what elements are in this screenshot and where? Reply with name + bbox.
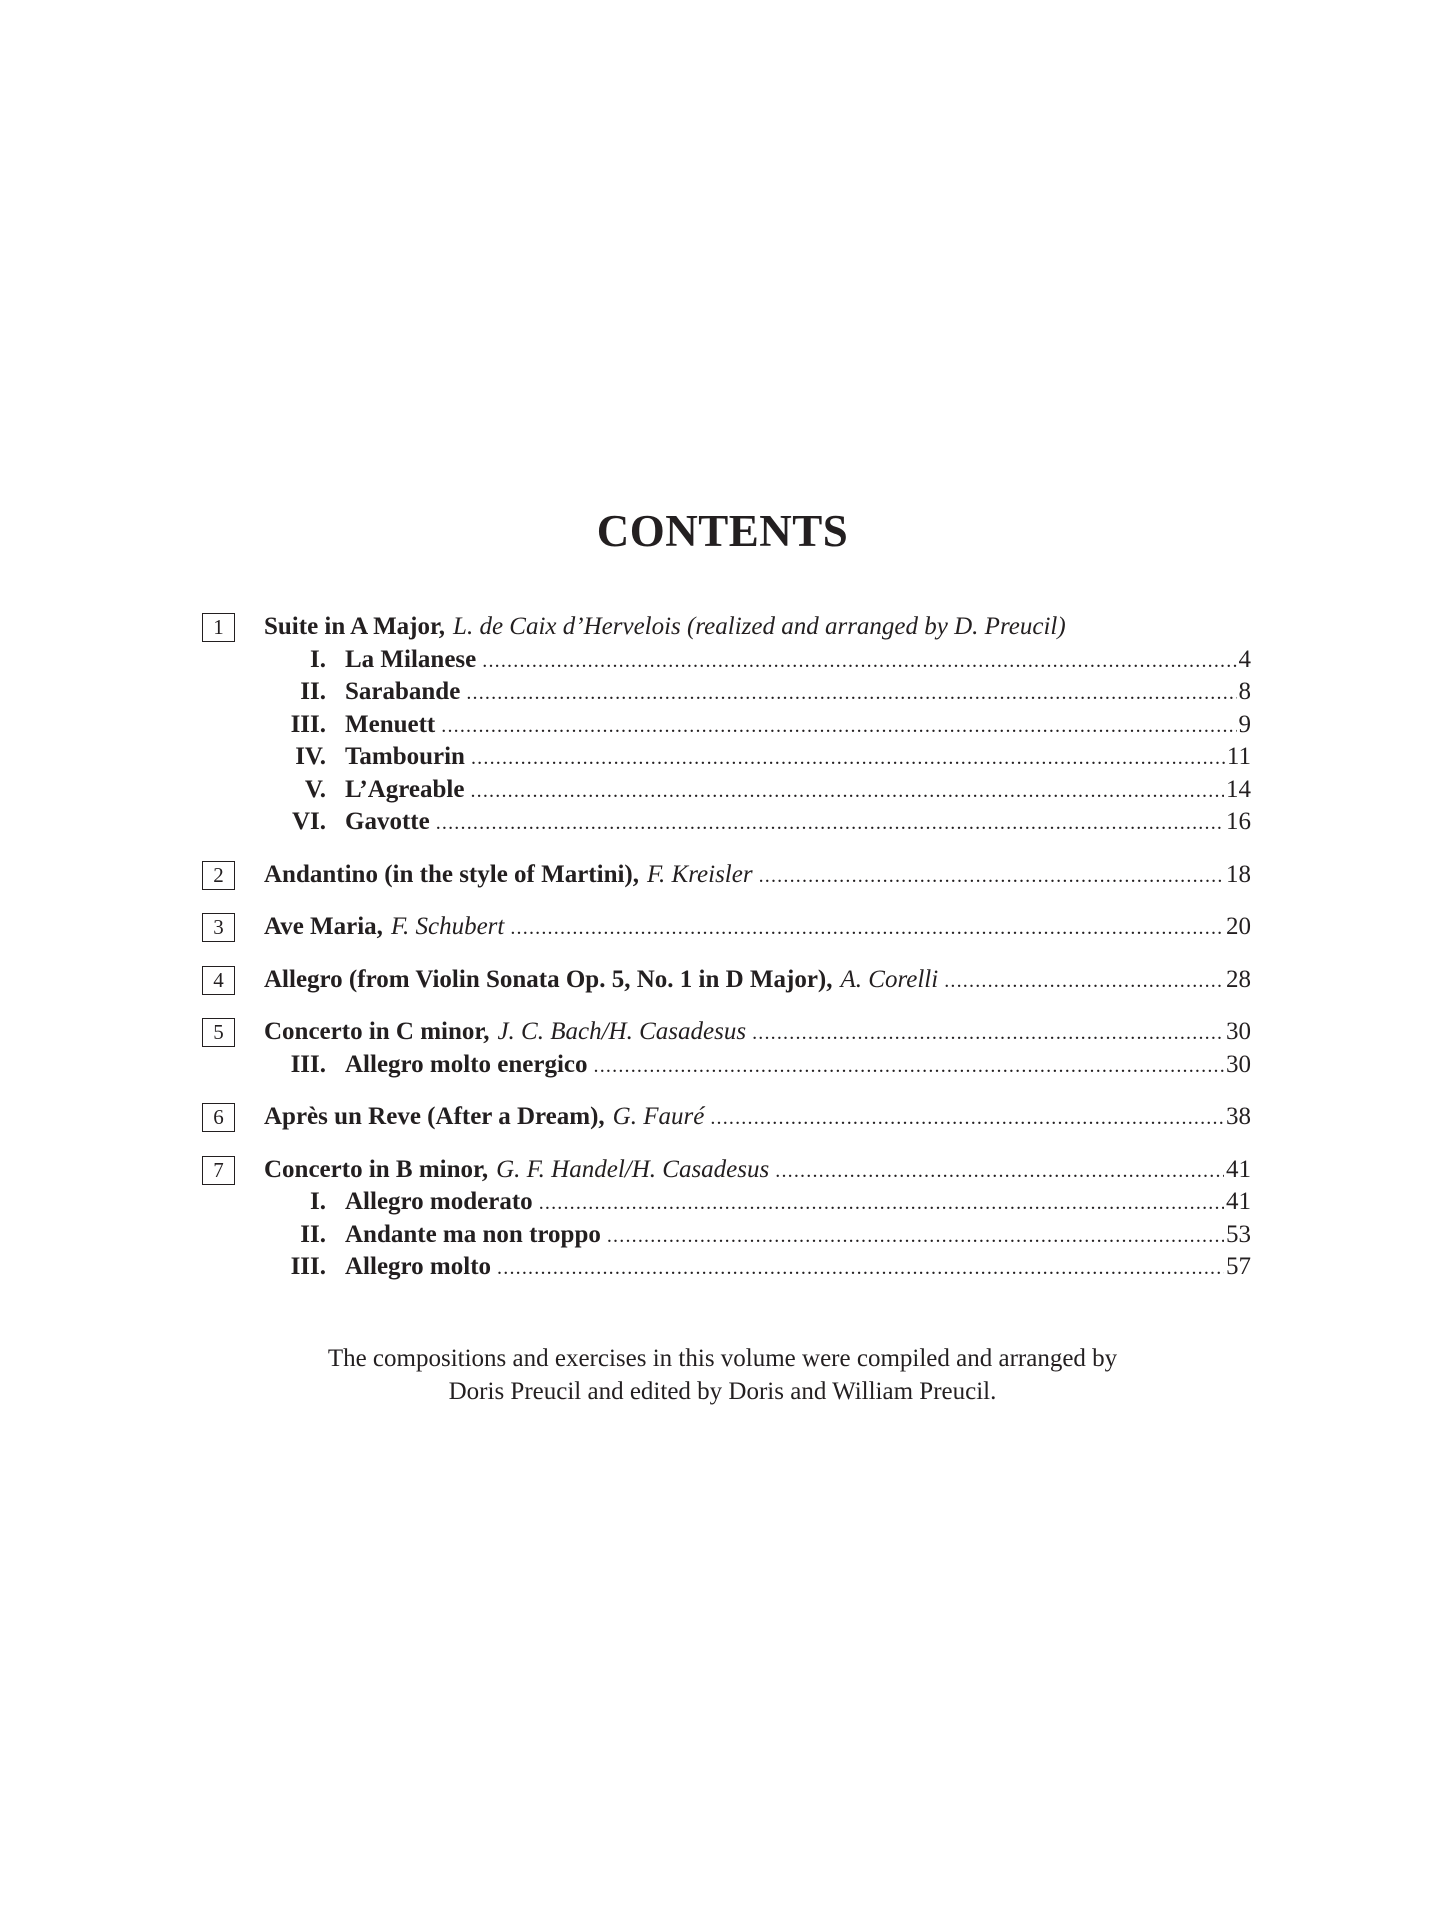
movement-title: Andante ma non troppo [345, 1220, 601, 1248]
section-heading [202, 964, 1251, 997]
compilation-note [0, 1342, 1445, 1408]
toc-section-2 [202, 859, 1251, 892]
section-number-box: 5 [202, 1018, 235, 1047]
section-heading [202, 859, 1251, 892]
movement-numeral: V. [304, 775, 326, 803]
movement-row [202, 1219, 1251, 1252]
dot-leader [759, 860, 1224, 893]
section-composer: J. C. Bach/H. Casadesus [497, 1018, 747, 1045]
compilation-note-line-2: Doris Preucil and edited by Doris and William Preucil. [448, 1378, 997, 1405]
page-number: 30 [1226, 1050, 1251, 1078]
dot-leader [471, 742, 1225, 775]
section-number-box: 1 [202, 613, 235, 642]
section-title: Ave Maria, [264, 913, 383, 940]
movement-row [202, 644, 1251, 677]
page-number: 20 [1226, 913, 1251, 940]
movement-title: L’Agreable [345, 775, 465, 803]
page-number: 41 [1226, 1188, 1251, 1215]
page-number: 14 [1226, 775, 1251, 803]
section-title: Suite in A Major, [264, 613, 446, 640]
section-composer: F. Schubert [390, 913, 505, 940]
page-number: 41 [1226, 1155, 1251, 1183]
toc-section-7 [202, 1154, 1251, 1284]
movement-numeral: I. [310, 1188, 326, 1215]
movement-row [202, 741, 1251, 774]
dot-leader [497, 1252, 1224, 1285]
movement-row [202, 709, 1251, 742]
section-number-box: 6 [202, 1103, 235, 1132]
movement-numeral: IV. [295, 743, 326, 770]
page-number: 38 [1226, 1103, 1251, 1130]
movement-row [202, 1251, 1251, 1284]
section-heading [202, 1101, 1251, 1134]
dot-leader [752, 1017, 1224, 1050]
section-title: Concerto in B minor, [264, 1155, 489, 1183]
section-composer: F. Kreisler [647, 860, 753, 888]
section-composer: G. F. Handel/H. Casadesus [496, 1155, 770, 1183]
movement-numeral: I. [310, 645, 326, 673]
section-number-box: 3 [202, 913, 235, 942]
section-composer: G. Fauré [612, 1103, 705, 1130]
movement-title: La Milanese [345, 645, 477, 673]
movement-numeral: II. [300, 678, 326, 705]
movement-numeral: III. [290, 1253, 326, 1280]
movement-title: Allegro moderato [345, 1188, 533, 1215]
movement-title: Allegro molto [345, 1253, 492, 1280]
page-number: 16 [1226, 808, 1251, 835]
toc-section-3 [202, 911, 1251, 944]
page-number: 9 [1238, 710, 1251, 738]
movement-row [202, 1186, 1251, 1219]
section-heading [202, 1154, 1251, 1187]
dot-leader [539, 1187, 1224, 1220]
page-number: 18 [1226, 860, 1251, 888]
page-number: 30 [1226, 1018, 1251, 1045]
page-number: 28 [1226, 965, 1251, 993]
dot-leader [441, 710, 1236, 743]
section-number-box: 7 [202, 1156, 235, 1185]
movement-row [202, 806, 1251, 839]
section-composer: L. de Caix d’Hervelois (realized and arranged by D. Preucil) [453, 613, 1066, 640]
page-number: 57 [1226, 1253, 1251, 1280]
section-heading [202, 611, 1251, 644]
movement-numeral: VI. [291, 808, 326, 835]
section-title: Après un Reve (After a Dream), [264, 1103, 605, 1130]
movement-numeral: III. [290, 1050, 326, 1078]
compilation-note-line-1: The compositions and exercises in this volume were compiled and arranged by [327, 1345, 1118, 1372]
movement-title: Gavotte [345, 808, 430, 835]
page-title: CONTENTS [596, 506, 849, 556]
movement-row [202, 774, 1251, 807]
page-number: 11 [1226, 743, 1251, 770]
movement-numeral: II. [300, 1220, 326, 1248]
dot-leader [775, 1155, 1224, 1188]
movement-title: Menuett [345, 710, 436, 738]
section-composer: A. Corelli [840, 965, 939, 993]
dot-leader [436, 807, 1224, 840]
dot-leader [470, 775, 1224, 808]
dot-leader [594, 1050, 1224, 1083]
movement-row [202, 1049, 1251, 1082]
section-heading [202, 911, 1251, 944]
dot-leader [482, 645, 1236, 678]
dot-leader [510, 912, 1224, 945]
section-heading [202, 1016, 1251, 1049]
section-title: Concerto in C minor, [264, 1018, 490, 1045]
toc-section-6 [202, 1101, 1251, 1134]
table-of-contents [202, 611, 1251, 1304]
section-number-box: 2 [202, 861, 235, 890]
movement-row [202, 676, 1251, 709]
section-number-box: 4 [202, 966, 235, 995]
dot-leader [710, 1102, 1224, 1135]
toc-section-4 [202, 964, 1251, 997]
page-number: 8 [1238, 678, 1251, 705]
section-title: Allegro (from Violin Sonata Op. 5, No. 1 in D Major), [264, 965, 833, 993]
movement-numeral: III. [290, 710, 326, 738]
dot-leader [607, 1220, 1224, 1253]
toc-section-1 [202, 611, 1251, 839]
page-number: 53 [1226, 1220, 1251, 1248]
dot-leader [466, 677, 1236, 710]
toc-section-5 [202, 1016, 1251, 1081]
movement-title: Sarabande [345, 678, 461, 705]
page-number: 4 [1238, 645, 1251, 673]
dot-leader [944, 965, 1224, 998]
movement-title: Tambourin [345, 743, 465, 770]
movement-title: Allegro molto energico [345, 1050, 588, 1078]
section-title: Andantino (in the style of Martini), [264, 860, 639, 888]
